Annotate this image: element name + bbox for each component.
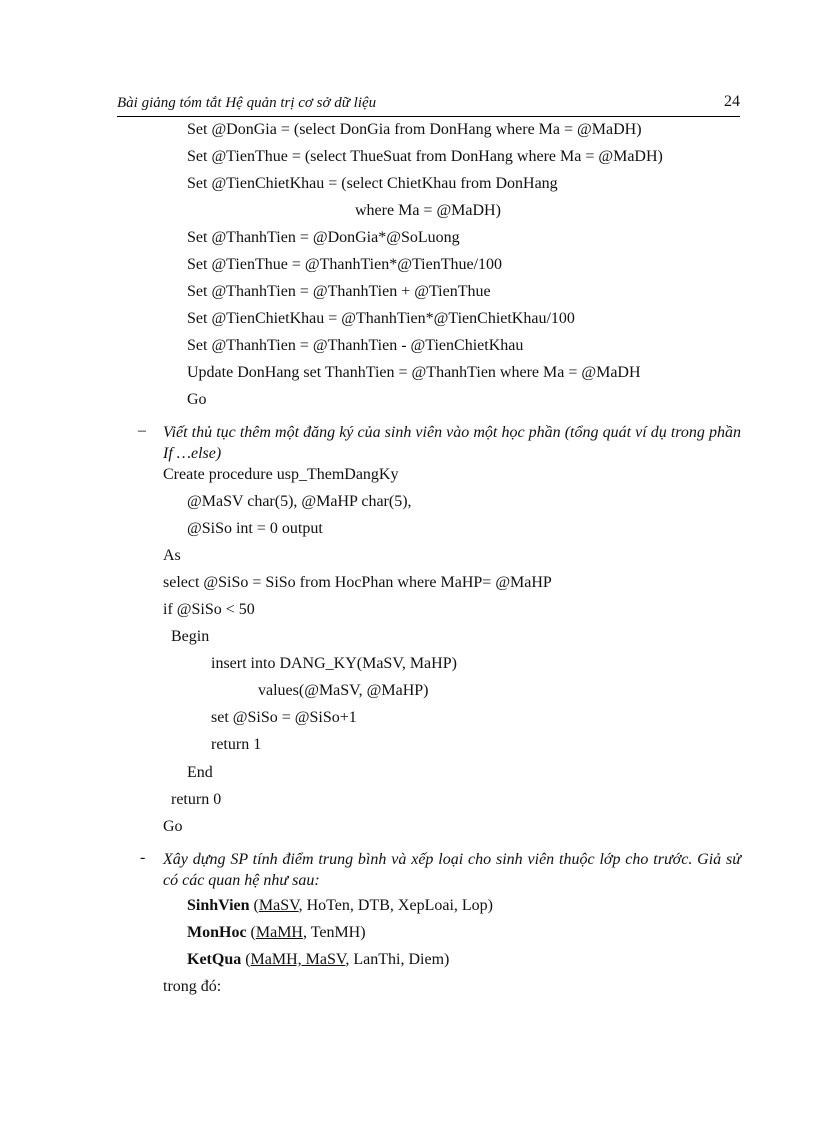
code-line: Set @TienThue = @ThanhTien*@TienThue/100 (187, 256, 503, 273)
relation-line: MonHoc (MaMH, TenMH) (187, 924, 366, 941)
header-title: Bài giảng tóm tắt Hệ quản trị cơ sở dữ liệu (117, 95, 377, 111)
bullet-marker: – (138, 422, 146, 439)
code-line: insert into DANG_KY(MaSV, MaHP) (211, 655, 457, 672)
code-line: @SiSo int = 0 output (187, 520, 323, 537)
relation-name: KetQua (187, 951, 242, 968)
relation-name: MonHoc (187, 924, 247, 941)
code-line: Set @TienChietKhau = (select ChietKhau from DonHang (187, 175, 558, 192)
bullet-text: Viết thủ tục thêm một đăng ký của sinh viên vào một học phần (tổng quát ví dụ trong phần If …else) (163, 424, 741, 462)
code-line: return 1 (211, 736, 262, 753)
code-line: Set @ThanhTien = @ThanhTien + @TienThue (187, 283, 491, 300)
code-line: Create procedure usp_ThemDangKy (163, 466, 399, 483)
page-number: 24 (724, 93, 740, 110)
relation-key: MaSV (258, 897, 299, 914)
relation-line: SinhVien (MaSV, HoTen, DTB, XepLoai, Lop) (187, 897, 493, 914)
code-line: As (163, 547, 181, 564)
bullet-text: Xây dựng SP tính điểm trung bình và xếp loại cho sinh viên thuộc lớp cho trước. Giả sử có các quan hệ như sau: (163, 851, 741, 889)
code-line: values(@MaSV, @MaHP) (258, 682, 429, 699)
code-line: Set @TienChietKhau = @ThanhTien*@TienChietKhau/100 (187, 310, 575, 327)
code-line: Set @ThanhTien = @DonGia*@SoLuong (187, 229, 460, 246)
relation-key: MaMH (255, 924, 303, 941)
relation-name: SinhVien (187, 897, 250, 914)
code-line: Go (187, 391, 207, 408)
relation-key: MaMH, MaSV (250, 951, 346, 968)
code-line: End (187, 764, 213, 781)
page-header (117, 92, 740, 117)
code-line: Go (163, 818, 183, 835)
code-line: Begin (171, 628, 210, 645)
code-line: Set @DonGia = (select DonGia from DonHang where Ma = @MaDH) (187, 121, 642, 138)
bullet-marker: - (140, 849, 146, 866)
code-line: @MaSV char(5), @MaHP char(5), (187, 493, 412, 510)
code-line: set @SiSo = @SiSo+1 (211, 709, 357, 726)
relation-line: KetQua (MaMH, MaSV, LanThi, Diem) (187, 951, 450, 968)
code-line: return 0 (171, 791, 222, 808)
code-line: select @SiSo = SiSo from HocPhan where MaHP= @MaHP (163, 574, 552, 591)
code-line: Set @ThanhTien = @ThanhTien - @TienChietKhau (187, 337, 524, 354)
code-line: if @SiSo < 50 (163, 601, 255, 618)
code-line: where Ma = @MaDH) (355, 202, 501, 219)
trailing-text: trong đó: (163, 978, 222, 995)
code-line: Update DonHang set ThanhTien = @ThanhTien where Ma = @MaDH (187, 364, 641, 381)
code-line: Set @TienThue = (select ThueSuat from DonHang where Ma = @MaDH) (187, 148, 663, 165)
